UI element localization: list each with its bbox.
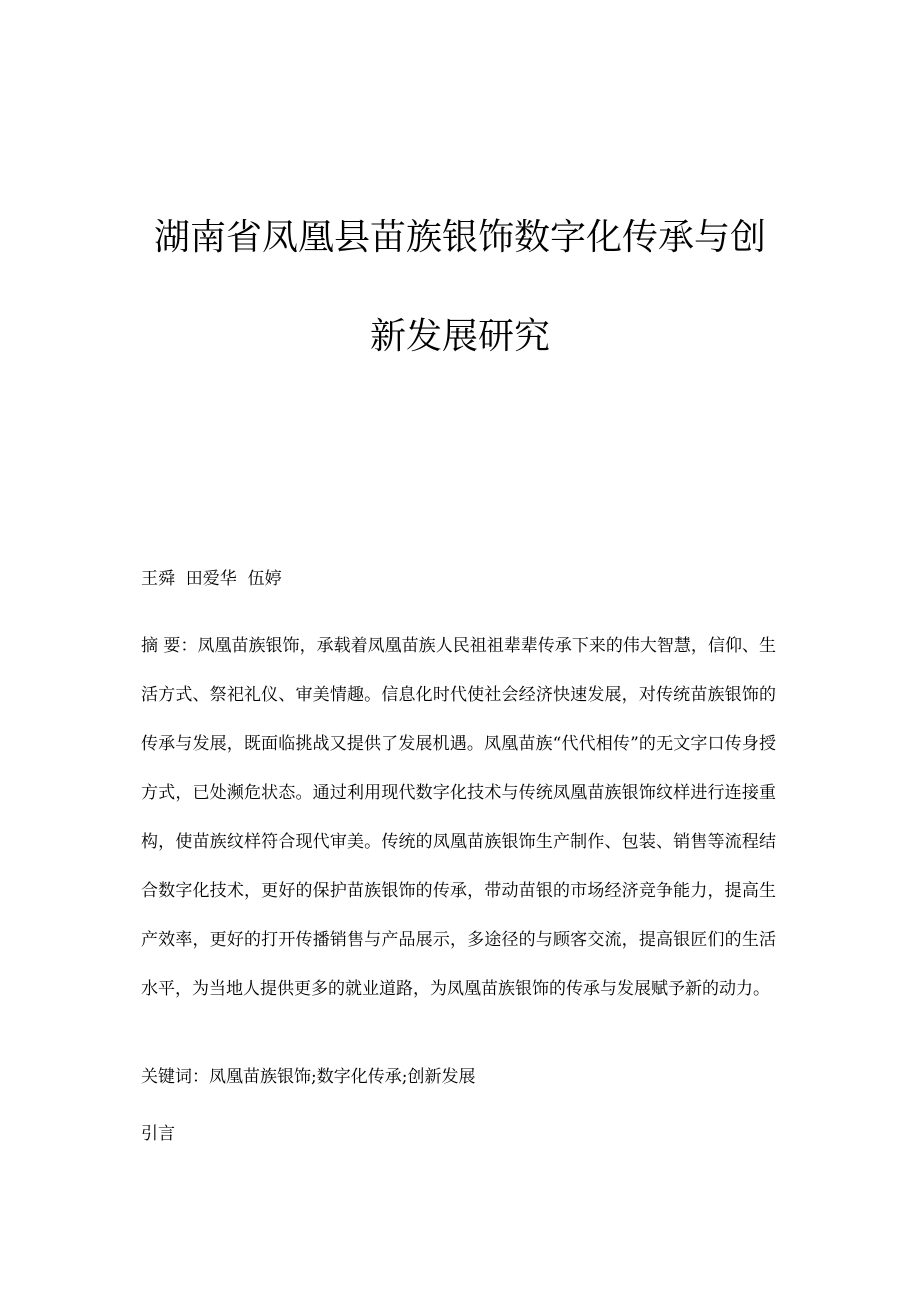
authors: 王舜 田爱华 伍婷 [141, 569, 282, 589]
abstract: 摘 要：凤凰苗族银饰，承载着凤凰苗族人民祖祖辈辈传承下来的伟大智慧，信仰、生活方式、祭祀礼仪、审美情趣。信息化时代使社会经济快速发展，对传统苗族银饰的传承与发展，既面临挑战又提供了发展机遇。凤凰苗族“代代相传”的无文字口传身授方式，已处濒危状态。通过利用现代数字化技术与传统凤凰苗族银饰纹样进行连接重构，使苗族纹样符合现代审美。传统的凤凰苗族银饰生产制作、包装、销售等流程结合数字化技术，更好的保护苗族银饰的传承，带动苗银的市场经济竞争能力，提高生产效率，更好的打开传播销售与产品展示，多途径的与顾客交流，提高银匠们的生活水平，为当地人提供更多的就业道路，为凤凰苗族银饰的传承与发展赋予新的动力。 [141, 636, 776, 999]
document-title-line-2: 新发展研究 [369, 316, 550, 357]
section-heading-introduction: 引言 [141, 1124, 175, 1144]
document-title-line-1: 湖南省凤凰县苗族银饰数字化传承与创 [153, 217, 766, 258]
keywords: 关键词：凤凰苗族银饰;数字化传承;创新发展 [141, 1067, 476, 1087]
